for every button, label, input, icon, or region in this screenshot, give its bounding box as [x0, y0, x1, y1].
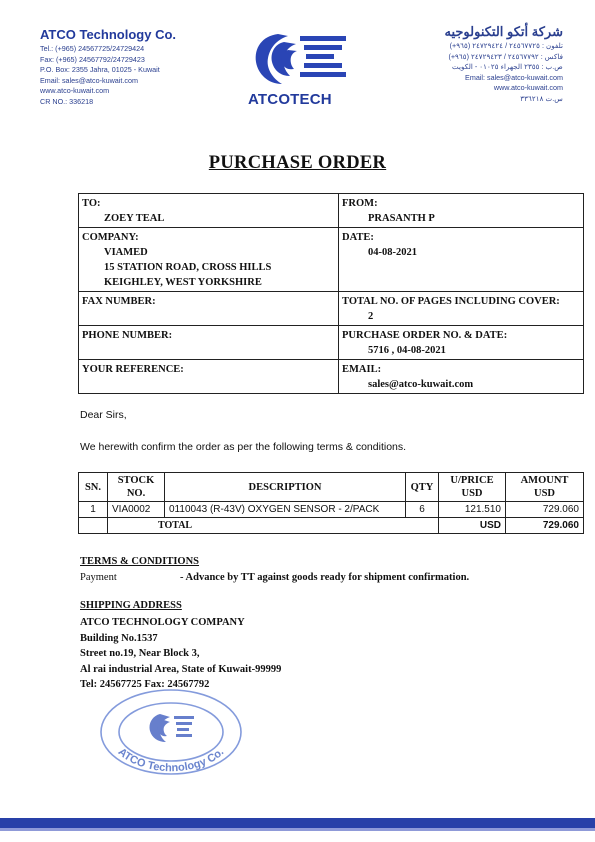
total-value: 729.060: [506, 518, 584, 534]
col-desc: [165, 473, 406, 502]
col-price: [439, 473, 506, 502]
header-ar-line-tel: تلفون : ٢٤٥٦٧٧٢٥ / ٢٤٧٢٩٤٢٤ (٩٦٥+): [449, 41, 563, 50]
stamp-text: ATCO Technology Co.: [115, 745, 227, 775]
col-stock: [108, 473, 165, 502]
col-desc-label: DESCRIPTION: [248, 481, 322, 493]
date-cell: [339, 228, 584, 292]
header-ar-line-email: Email: sales@atco-kuwait.com: [465, 72, 563, 82]
items-header-row: [79, 473, 584, 502]
col-stock-label: STOCK: [117, 475, 155, 486]
table-row: [79, 502, 584, 518]
order-info-table: [78, 193, 584, 394]
header-line-cr: CR NO.: 336218: [40, 96, 94, 106]
company-label: COMPANY:: [82, 232, 139, 243]
cell-desc: 0110043 (R-43V) OXYGEN SENSOR - 2/PACK: [165, 502, 406, 518]
header-ar-line-cr: س.ت ٣٣٦٢١٨: [520, 93, 563, 103]
payment-value: - Advance by TT against goods ready for shipment confirmation.: [180, 572, 470, 583]
col-sn-label: SN.: [84, 481, 102, 493]
fax-label: FAX NUMBER:: [82, 296, 156, 307]
cell-stock: VIA0002: [108, 502, 165, 518]
total-label: TOTAL: [108, 518, 439, 534]
header-ar-line-web: www.atco-kuwait.com: [493, 83, 563, 93]
company-name-en: ATCO Technology Co.: [40, 27, 177, 42]
email-cell: [339, 360, 584, 394]
total-empty-cell: [79, 518, 108, 534]
col-qty: [406, 473, 439, 502]
email-label: EMAIL:: [342, 364, 382, 375]
header-right-block: [445, 24, 564, 105]
document-title: PURCHASE ORDER: [208, 153, 387, 173]
col-amount: [506, 473, 584, 502]
header-line-fax: Fax: (+965) 24567792/24729423: [40, 54, 145, 64]
to-value: ZOEY TEAL: [104, 213, 165, 224]
col-qty-label: QTY: [410, 481, 434, 493]
shipping-line: Al rai industrial Area, State of Kuwait-99999: [80, 663, 282, 675]
po-label: PURCHASE ORDER NO. & DATE:: [342, 330, 508, 341]
pages-label: TOTAL NO. OF PAGES INCLUDING COVER:: [342, 296, 560, 307]
footer-bar-accent: [0, 828, 595, 831]
payment-label: Payment: [80, 572, 117, 583]
shipping-line: Tel: 24567725 Fax: 24567792: [80, 679, 210, 690]
header-left-block: [40, 28, 176, 108]
phone-cell: [79, 326, 339, 360]
header-line-pobox: P.O. Box: 2355 Jahra, 01025 - Kuwait: [40, 65, 160, 75]
po-value: 5716 , 04-08-2021: [368, 345, 446, 356]
items-table: [78, 472, 584, 534]
to-label: TO:: [82, 198, 101, 209]
from-value: PRASANTH P: [368, 213, 435, 224]
shipping-line: Building No.1537: [80, 632, 158, 644]
col-sn: [79, 473, 108, 502]
header-line-tel: Tel.: (+965) 24567725/24729424: [40, 44, 145, 53]
terms-heading: TERMS & CONDITIONS: [80, 556, 200, 567]
header-ar-line-fax: فاكس : ٢٤٥٦٧٧٩٢ / ٢٤٧٢٩٤٢٣ (٩٦٥+): [448, 51, 563, 61]
to-cell: [79, 194, 339, 228]
brand-name: ATCOTECH: [248, 91, 332, 108]
email-value: sales@atco-kuwait.com: [368, 379, 474, 390]
company-stamp: [96, 684, 246, 780]
reference-cell: [79, 360, 339, 394]
footer-bar: [0, 818, 595, 828]
company-line: 15 STATION ROAD, CROSS HILLS: [104, 262, 272, 273]
shipping-heading: SHIPPING ADDRESS: [80, 600, 182, 611]
company-cell: [79, 228, 339, 292]
shipping-line: Street no.19, Near Block 3,: [80, 648, 200, 659]
pages-value: 2: [368, 311, 374, 322]
date-value: 04-08-2021: [368, 247, 417, 258]
company-line: VIAMED: [104, 247, 148, 258]
col-price-label2: USD: [461, 488, 483, 499]
phone-label: PHONE NUMBER:: [82, 330, 173, 341]
shipping-line: ATCO TECHNOLOGY COMPANY: [80, 617, 245, 628]
col-price-label: U/PRICE: [450, 475, 494, 486]
reference-label: YOUR REFERENCE:: [82, 364, 184, 375]
cell-sn: 1: [79, 502, 108, 518]
cell-price: 121.510: [439, 502, 506, 518]
total-row: [79, 518, 584, 534]
atcotech-logo: [244, 28, 354, 90]
header-line-email: Email: sales@atco-kuwait.com: [40, 75, 138, 85]
header-line-web: www.atco-kuwait.com: [40, 86, 110, 96]
col-amount-label2: USD: [533, 488, 555, 499]
fax-cell: [79, 292, 339, 326]
company-line: KEIGHLEY, WEST YORKSHIRE: [104, 277, 262, 288]
header-ar-line-pobox: ص.ب : ٢٣٥٥ الجهراء ٠١٠٢٥ - الكويت: [451, 62, 563, 72]
col-stock-label2: NO.: [126, 488, 146, 499]
date-label: DATE:: [342, 232, 374, 243]
col-amount-label: AMOUNT: [520, 475, 569, 486]
from-label: FROM:: [342, 198, 378, 209]
shipping-address: [80, 615, 281, 693]
from-cell: [339, 194, 584, 228]
total-currency: USD: [439, 518, 506, 534]
company-name-ar: شركة أتكو التكنولوجيه: [444, 24, 563, 39]
cell-amount: 729.060: [506, 502, 584, 518]
cell-qty: 6: [406, 502, 439, 518]
salutation: Dear Sirs,: [80, 409, 127, 421]
intro-text: We herewith confirm the order as per the following terms & conditions.: [80, 441, 407, 453]
pages-cell: [339, 292, 584, 326]
po-cell: [339, 326, 584, 360]
